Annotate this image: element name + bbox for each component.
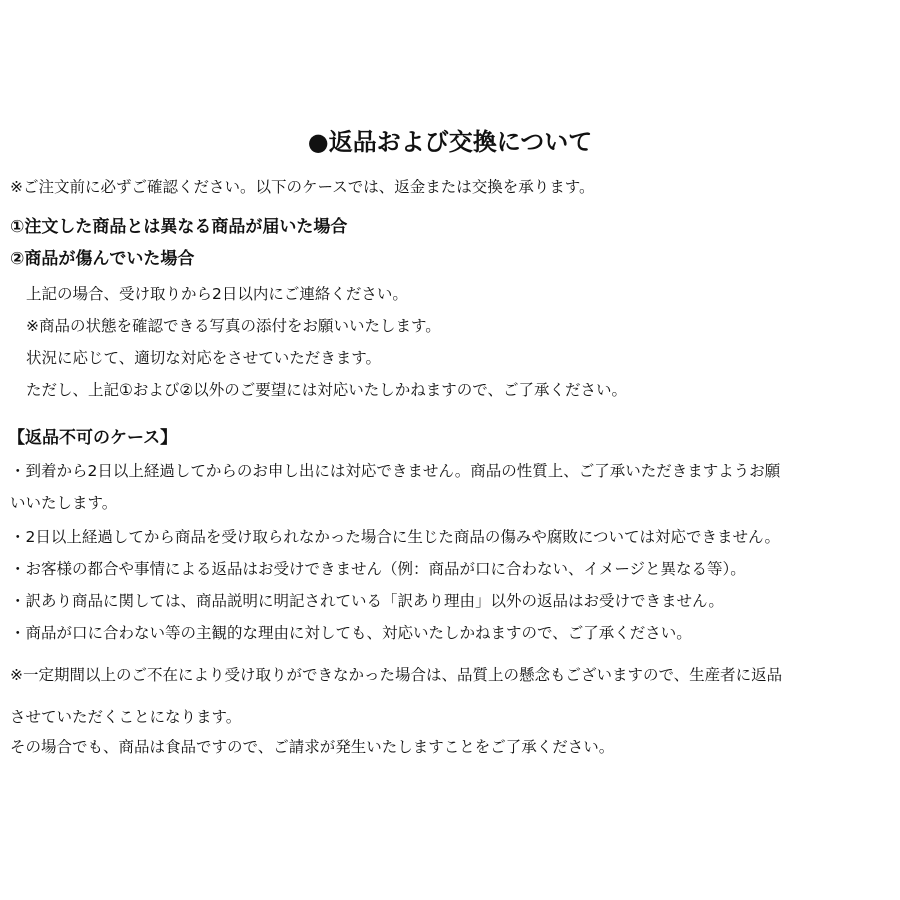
case-2: ②商品が傷んでいた場合 <box>10 249 195 269</box>
non-return-item: いいたします。 <box>10 494 118 512</box>
page-title: ●返品および交換について <box>307 128 593 156</box>
case-detail-line: ただし、上記①および②以外のご要望には対応いたしかねますので、ご了承ください。 <box>26 381 627 399</box>
non-return-item: ・2日以上経過してから商品を受け取られなかった場合に生じた商品の傷みや腐敗については対応できません。 <box>10 528 780 546</box>
intro-text: ※ご注文前に必ずご確認ください。以下のケースでは、返金または交換を承ります。 <box>10 178 595 196</box>
non-return-item: ・お客様の都合や事情による返品はお受けできません（例：商品が口に合わない、イメージと異なる等）。 <box>10 560 746 578</box>
non-return-item: ・商品が口に合わない等の主観的な理由に対しても、対応いたしかねますので、ご了承ください。 <box>10 624 692 642</box>
note-line: させていただくことになります。 <box>10 708 242 726</box>
non-return-item: ・到着から2日以上経過してからのお申し出には対応できません。商品の性質上、ご了承いただきますようお願 <box>10 462 781 480</box>
non-return-item: ・訳あり商品に関しては、商品説明に明記されている「訳あり理由」以外の返品はお受けできません。 <box>10 592 724 610</box>
case-detail-line: 上記の場合、受け取りから2日以内にご連絡ください。 <box>26 285 408 303</box>
note-line: ※一定期間以上のご不在により受け取りができなかった場合は、品質上の懸念もございますので、生産者に返品 <box>10 666 783 684</box>
case-detail-line: ※商品の状態を確認できる写真の添付をお願いいたします。 <box>26 317 441 335</box>
non-return-heading: 【返品不可のケース】 <box>8 428 178 448</box>
case-1: ①注文した商品とは異なる商品が届いた場合 <box>10 217 348 237</box>
note-line: その場合でも、商品は食品ですので、ご請求が発生いたしますことをご了承ください。 <box>10 738 615 756</box>
case-detail-line: 状況に応じて、適切な対応をさせていただきます。 <box>26 349 381 367</box>
